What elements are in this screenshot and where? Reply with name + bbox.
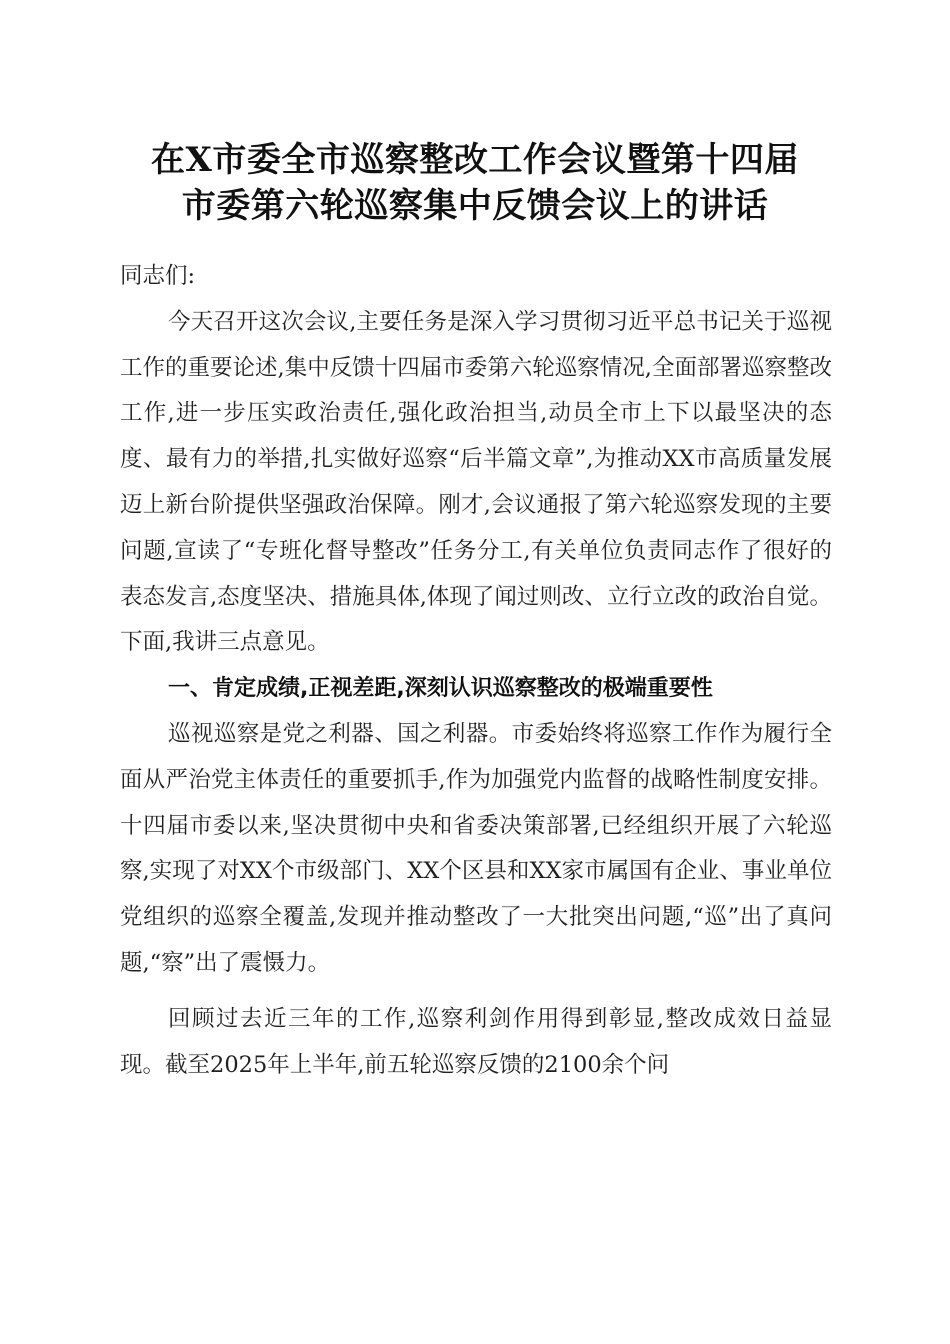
paragraph-intro: 今天召开这次会议,主要任务是深入学习贯彻习近平总书记关于巡视工作的重要论述,集中反馈十四届市委第六轮巡察情况,全面部署巡察整改工作,进一步压实政治责任,强化政治担当,动员全市上下以最坚决的态度、最有力的举措,扎实做好巡察“后半篇文章”,为推动XX市高质量发展迈上新台阶提供坚强政治保障。刚才,会议通报了第六轮巡察发现的主要问题,宣读了“专班化督导整改”任务分工,有关单位负责同志作了很好的表态发言,态度坚决、措施具体,体现了闻过则改、立行立改的政治自觉。下面,我讲三点意见。 <box>120 308 832 656</box>
document-title-line-2: 市委第六轮巡察集中反馈会议上的讲话 <box>181 186 769 226</box>
salutation: 同志们: <box>120 263 196 289</box>
section-heading-1: 一、肯定成绩,正视差距,深刻认识巡察整改的极端重要性 <box>168 676 713 702</box>
paragraph-spacer <box>120 987 832 997</box>
document-body <box>120 254 832 1088</box>
paragraph-inspection-overview: 巡视巡察是党之利器、国之利器。市委始终将巡察工作作为履行全面从严治党主体责任的重要抓手,作为加强党内监督的战略性制度安排。十四届市委以来,坚决贯彻中央和省委决策部署,已经组织开展了六轮巡察,实现了对XX个市级部门、XX个区县和XX家市属国有企业、事业单位党组织的巡察全覆盖,发现并推动整改了一大批突出问题,“巡”出了真问题,“察”出了震慑力。 <box>120 720 832 976</box>
paragraph-review: 回顾过去近三年的工作,巡察利剑作用得到彰显,整改成效日益显现。截至2025年上半年,前五轮巡察反馈的2100余个问 <box>120 1005 832 1078</box>
document-title-line-1: 在X市委全市巡察整改工作会议暨第十四届 <box>151 140 799 180</box>
